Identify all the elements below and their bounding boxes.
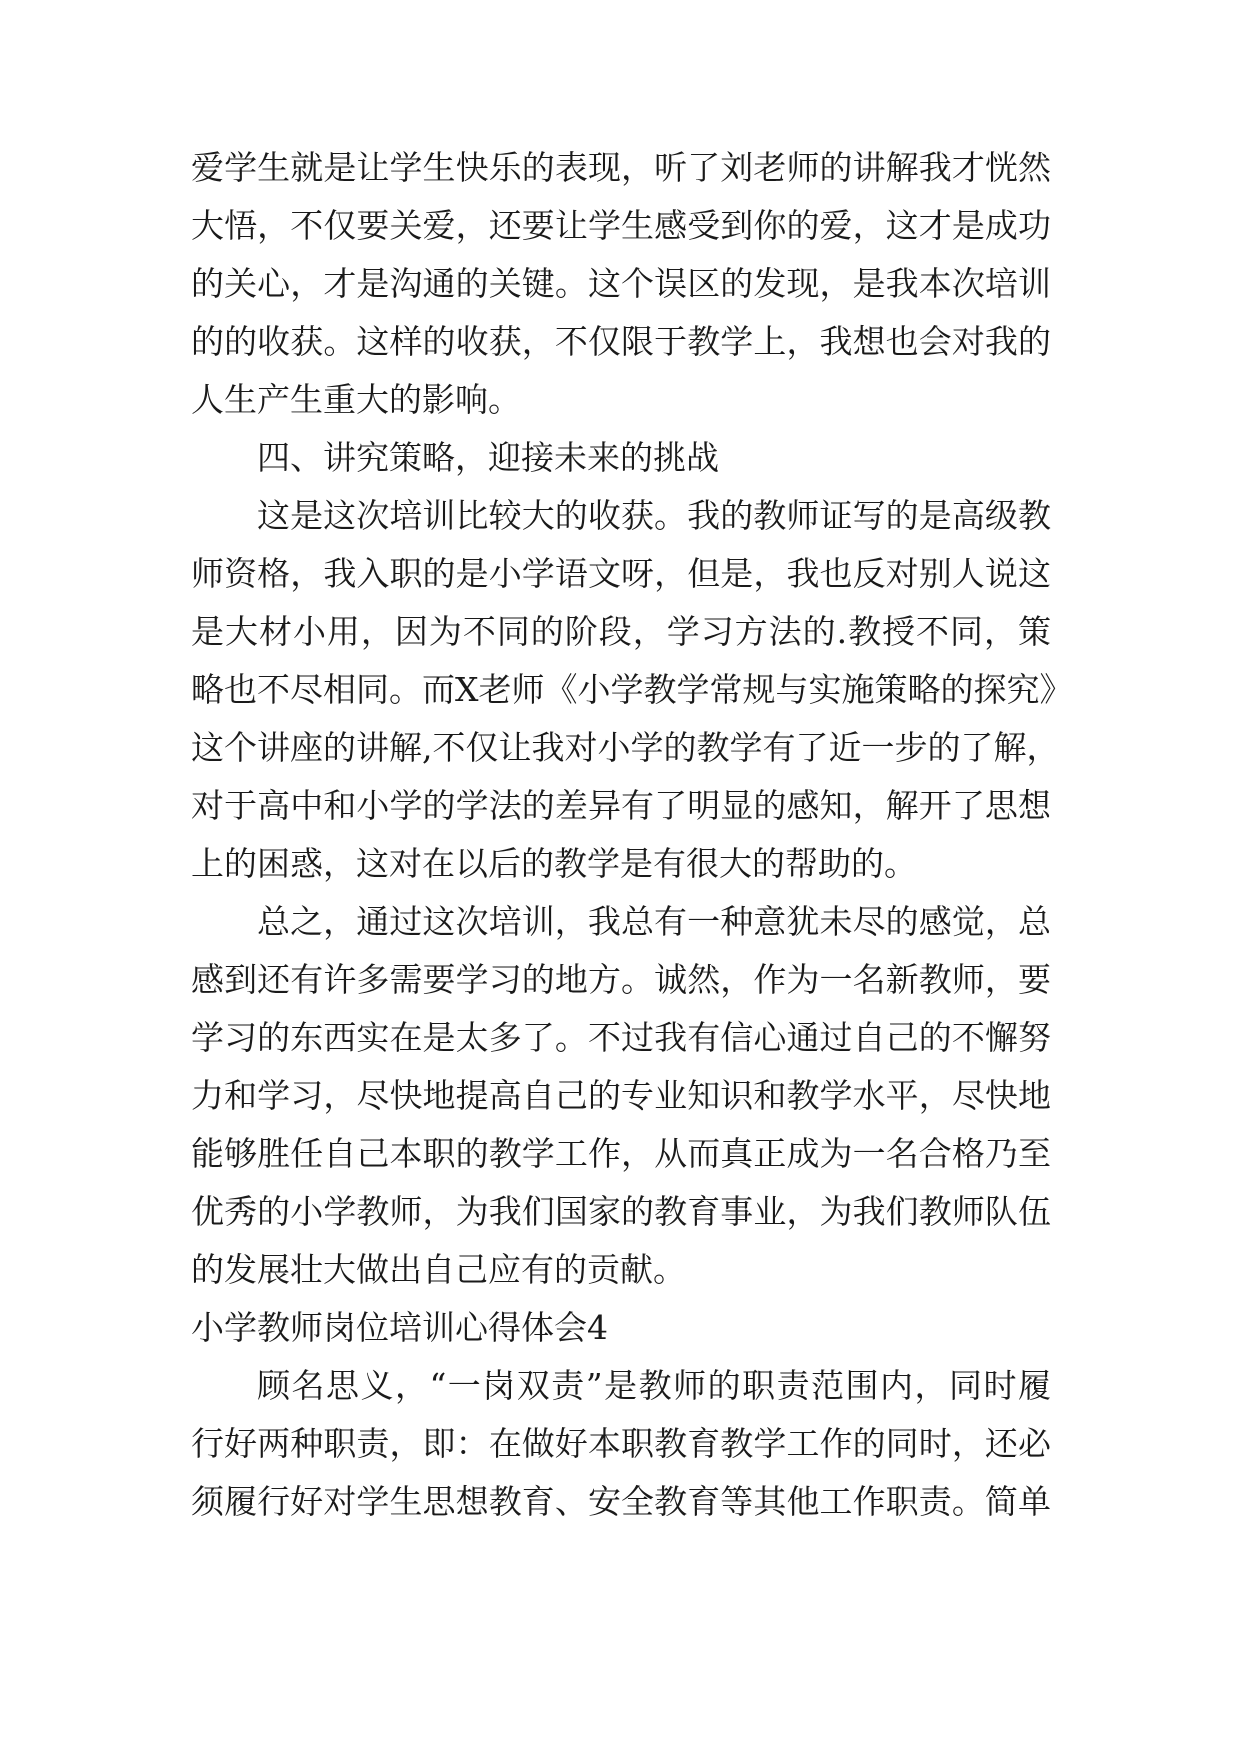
paragraph-line: 对于高中和小学的学法的差异有了明显的感知，解开了思想 [191, 786, 1051, 825]
paragraph-line: 力和学习，尽快地提高自己的专业知识和教学水平，尽快地 [191, 1076, 1051, 1115]
paragraph-line: 感到还有许多需要学习的地方。诚然，作为一名新教师，要 [191, 960, 1051, 999]
paragraph-line: 是大材小用，因为不同的阶段，学习方法的.教授不同，策 [191, 612, 1051, 651]
paragraph-line: 学习的东西实在是太多了。不过我有信心通过自己的不懈努 [191, 1018, 1051, 1057]
article-title: 小学教师岗位培训心得体会4 [191, 1308, 608, 1347]
paragraph-line: 的关心，才是沟通的关键。这个误区的发现，是我本次培训 [191, 264, 1051, 303]
paragraph-line: 须履行好对学生思想教育、安全教育等其他工作职责。简单 [191, 1482, 1051, 1521]
paragraph-line: 上的困惑，这对在以后的教学是有很大的帮助的。 [191, 844, 917, 883]
paragraph-line: 这个讲座的讲解,不仅让我对小学的教学有了近一步的了解， [191, 728, 1060, 767]
paragraph-line: 略也不尽相同。而X老师《小学教学常规与实施策略的探究》 [191, 670, 1073, 709]
section-heading: 四、讲究策略，迎接未来的挑战 [257, 438, 719, 477]
paragraph-line: 优秀的小学教师，为我们国家的教育事业，为我们教师队伍 [191, 1192, 1051, 1231]
paragraph-line: 爱学生就是让学生快乐的表现，听了刘老师的讲解我才恍然 [191, 148, 1051, 187]
paragraph-line: 人生产生重大的影响。 [191, 380, 521, 419]
paragraph-line: 的的收获。这样的收获，不仅限于教学上，我想也会对我的 [191, 322, 1051, 361]
paragraph-line: 能够胜任自己本职的教学工作，从而真正成为一名合格乃至 [191, 1134, 1051, 1173]
paragraph-line: 总之，通过这次培训，我总有一种意犹未尽的感觉，总 [257, 902, 1051, 941]
paragraph-line: 顾名思义，“一岗双责”是教师的职责范围内，同时履 [257, 1366, 1051, 1405]
paragraph-line: 大悟，不仅要关爱，还要让学生感受到你的爱，这才是成功 [191, 206, 1051, 245]
paragraph-line: 师资格，我入职的是小学语文呀，但是，我也反对别人说这 [191, 554, 1051, 593]
paragraph-line: 行好两种职责，即：在做好本职教育教学工作的同时，还必 [191, 1424, 1051, 1463]
paragraph-line: 的发展壮大做出自己应有的贡献。 [191, 1250, 686, 1289]
paragraph-line: 这是这次培训比较大的收获。我的教师证写的是高级教 [257, 496, 1051, 535]
